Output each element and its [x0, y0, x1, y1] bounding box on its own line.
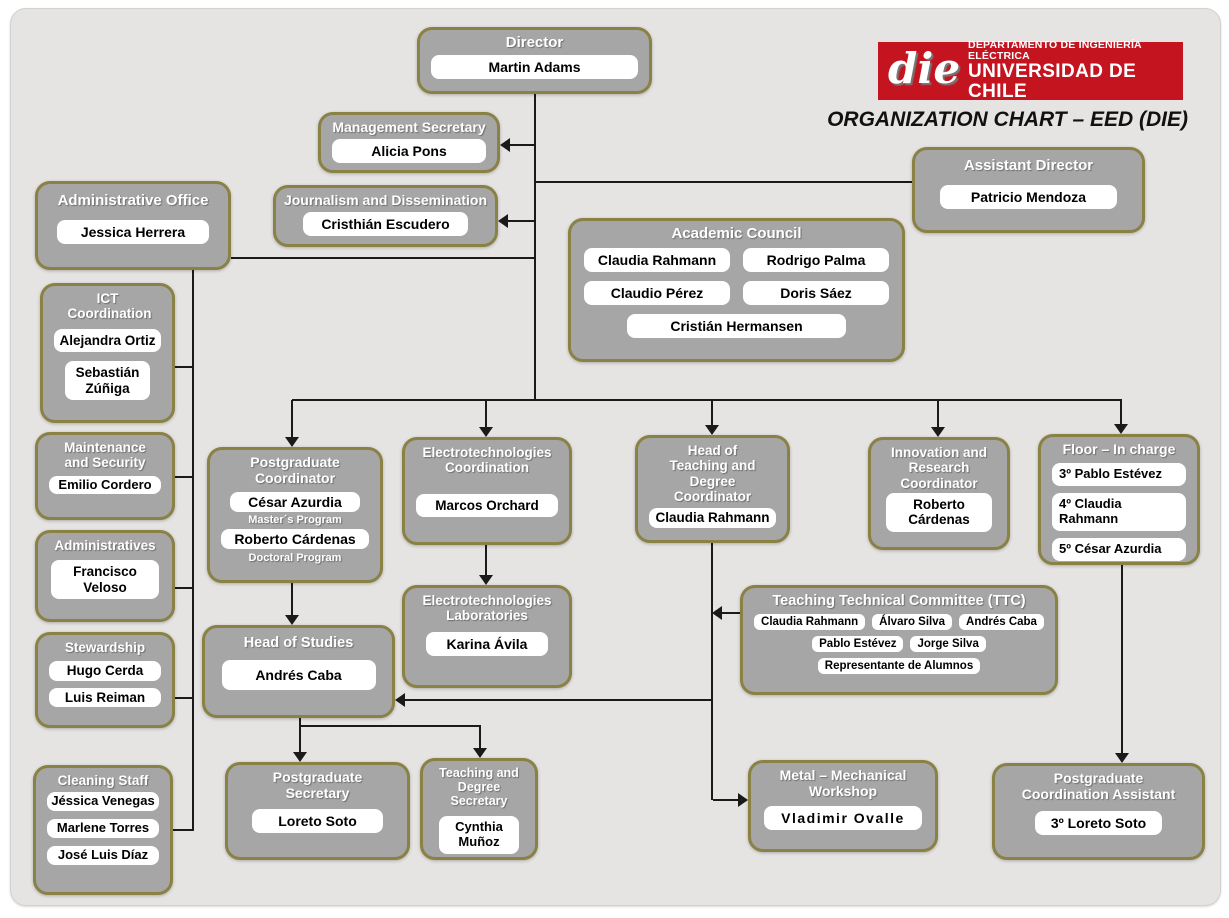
- connector-line: [534, 94, 536, 401]
- member-pill: Luis Reiman: [49, 688, 161, 708]
- node-maintenance-security: [35, 432, 175, 520]
- node-journalism-dissemination: [273, 185, 498, 247]
- connector-arrow: [500, 138, 510, 152]
- member-pill: Alejandra Ortiz: [54, 329, 161, 353]
- node-title: Academic Council: [671, 225, 802, 242]
- node-teaching-degree-secretary: [420, 758, 538, 860]
- node-title: Teaching and Degree Secretary: [439, 766, 519, 809]
- connector-arrow: [1114, 424, 1128, 434]
- node-title: ICT Coordination: [67, 291, 152, 322]
- connector-line: [405, 699, 711, 701]
- connector-arrow: [285, 437, 299, 447]
- node-title: Electrotechnologies Coordination: [422, 445, 552, 476]
- connector-line: [175, 697, 192, 699]
- node-postgraduate-coordinator: [207, 447, 383, 583]
- connector-line: [485, 400, 487, 427]
- node-cleaning-staff: [33, 765, 173, 895]
- node-postgraduate-coordination-assistant: [992, 763, 1205, 860]
- node-administratives: [35, 530, 175, 622]
- member-pill: Doris Sáez: [743, 281, 889, 305]
- connector-arrow: [498, 214, 508, 228]
- connector-line: [713, 799, 738, 801]
- node-title: Head of Teaching and Degree Coordinator: [669, 443, 756, 504]
- connector-line: [479, 725, 481, 748]
- node-title: Cleaning Staff: [57, 773, 149, 788]
- member-pill: Claudia Rahmann: [649, 508, 776, 528]
- connector-line: [192, 257, 194, 831]
- connector-line: [231, 257, 536, 259]
- logo-university-line: UNIVERSIDAD DE CHILE: [968, 61, 1137, 103]
- connector-line: [485, 545, 487, 575]
- node-title: Postgraduate Secretary: [272, 769, 363, 801]
- member-pill: Vladimir Ovalle: [764, 806, 922, 830]
- node-teaching-technical-committee: [740, 585, 1058, 695]
- member-pill: Jéssica Venegas: [47, 792, 159, 811]
- member-pill: Claudia Rahmann: [754, 614, 865, 630]
- connector-arrow: [705, 425, 719, 435]
- member-pill: Sebastián Zúñiga: [65, 361, 149, 400]
- member-pill: Karina Ávila: [426, 632, 548, 656]
- connector-arrow: [479, 427, 493, 437]
- node-academic-council: [568, 218, 905, 362]
- member-pill: Marcos Orchard: [416, 494, 558, 518]
- member-pill: 4º Claudia Rahmann: [1052, 493, 1186, 531]
- member-pill: Roberto Cárdenas: [886, 493, 991, 532]
- connector-line: [291, 583, 293, 615]
- node-title: Teaching Technical Committee (TTC): [772, 593, 1026, 609]
- logo-script-text: die: [888, 44, 961, 93]
- member-pill: Andrés Caba: [222, 660, 376, 690]
- member-pill: Jorge Silva: [910, 636, 985, 652]
- member-pill: Pablo Estévez: [812, 636, 903, 652]
- connector-arrow: [395, 693, 405, 707]
- member-pill: Cristhián Escudero: [303, 212, 469, 236]
- connector-line: [711, 543, 713, 800]
- node-innovation-research-coordinator: [868, 437, 1010, 550]
- node-floor-in-charge: [1038, 434, 1200, 565]
- member-pill: Patricio Mendoza: [940, 185, 1116, 209]
- connector-arrow: [712, 606, 722, 620]
- member-pill: Emilio Cordero: [49, 476, 161, 495]
- connector-line: [175, 587, 192, 589]
- connector-line: [722, 612, 740, 614]
- connector-line: [291, 400, 293, 437]
- connector-line: [172, 829, 194, 831]
- chart-title: ORGANIZATION CHART – EED (DIE): [827, 108, 1188, 131]
- node-title: Director: [505, 34, 564, 51]
- connector-line: [510, 144, 536, 146]
- member-pill: Álvaro Silva: [872, 614, 952, 630]
- connector-line: [1120, 400, 1122, 424]
- node-title: Metal – Mechanical Workshop: [779, 767, 907, 799]
- connector-line: [1121, 565, 1123, 753]
- program-label: Doctoral Program: [248, 552, 342, 564]
- member-pill: Cristián Hermansen: [627, 314, 847, 338]
- node-title: Administratives: [54, 538, 156, 553]
- node-title: Administrative Office: [57, 192, 209, 209]
- node-title: Head of Studies: [243, 635, 354, 651]
- member-pill: 3º Loreto Soto: [1035, 811, 1162, 835]
- member-pill: César Azurdia: [230, 492, 360, 512]
- connector-line: [175, 366, 192, 368]
- member-pill: Alicia Pons: [332, 139, 486, 163]
- connector-arrow: [1115, 753, 1129, 763]
- member-pill: Representante de Alumnos: [818, 658, 980, 674]
- connector-arrow: [738, 793, 748, 807]
- logo-department-line: DEPARTAMENTO DE INGENIERÍA ELÉCTRICA: [968, 39, 1142, 63]
- node-management-secretary: [318, 112, 500, 173]
- connector-line: [937, 400, 939, 427]
- connector-line: [299, 718, 301, 752]
- node-head-of-studies: [202, 625, 395, 718]
- member-pill: Claudia Rahmann: [584, 248, 730, 272]
- node-electrotechnologies-laboratories: [402, 585, 572, 688]
- connector-line: [536, 181, 913, 183]
- node-electrotechnologies-coordination: [402, 437, 572, 545]
- member-pill: Andrés Caba: [959, 614, 1044, 630]
- member-pill: Roberto Cárdenas: [221, 529, 369, 549]
- connector-arrow: [931, 427, 945, 437]
- connector-line: [508, 220, 536, 222]
- node-metal-mechanical-workshop: [748, 760, 938, 852]
- node-title: Management Secretary: [332, 119, 486, 135]
- node-title: Stewardship: [64, 640, 146, 655]
- node-postgraduate-secretary: [225, 762, 410, 860]
- program-label: Master´s Program: [248, 513, 342, 526]
- node-director: [417, 27, 652, 94]
- member-pill: Cynthia Muñoz: [439, 816, 519, 854]
- node-title: Journalism and Dissemination: [283, 192, 488, 208]
- node-title: Innovation and Research Coordinator: [891, 445, 987, 491]
- node-title: Maintenance and Security: [64, 440, 146, 471]
- node-title: Floor – In charge: [1062, 441, 1176, 457]
- connector-line: [292, 399, 1122, 401]
- member-pill: Jessica Herrera: [57, 220, 208, 244]
- member-pill: Marlene Torres: [47, 819, 159, 838]
- node-assistant-director: [912, 147, 1145, 233]
- node-title: Assistant Director: [963, 157, 1094, 174]
- connector-line: [299, 725, 481, 727]
- connector-arrow: [293, 752, 307, 762]
- connector-arrow: [479, 575, 493, 585]
- member-pill: Claudio Pérez: [584, 281, 730, 305]
- node-head-teaching-degree-coordinator: [635, 435, 790, 543]
- node-title: Electrotechnologies Laboratories: [422, 593, 552, 624]
- connector-line: [175, 476, 192, 478]
- member-pill: Hugo Cerda: [49, 661, 161, 681]
- node-title: Postgraduate Coordinator: [250, 454, 340, 486]
- member-pill: 3º Pablo Estévez: [1052, 463, 1186, 486]
- node-ict-coordination: [40, 283, 175, 423]
- node-stewardship: [35, 632, 175, 728]
- connector-arrow: [285, 615, 299, 625]
- die-logo: [878, 39, 1183, 103]
- node-administrative-office: [35, 181, 231, 270]
- member-pill: Martin Adams: [431, 55, 638, 79]
- member-pill: Rodrigo Palma: [743, 248, 889, 272]
- member-pill: 5º César Azurdia: [1052, 538, 1186, 561]
- connector-arrow: [473, 748, 487, 758]
- connector-line: [711, 400, 713, 425]
- node-title: Postgraduate Coordination Assistant: [1021, 770, 1176, 802]
- member-pill: José Luis Díaz: [47, 846, 159, 865]
- member-pill: Francisco Veloso: [51, 560, 158, 599]
- member-pill: Loreto Soto: [252, 809, 382, 833]
